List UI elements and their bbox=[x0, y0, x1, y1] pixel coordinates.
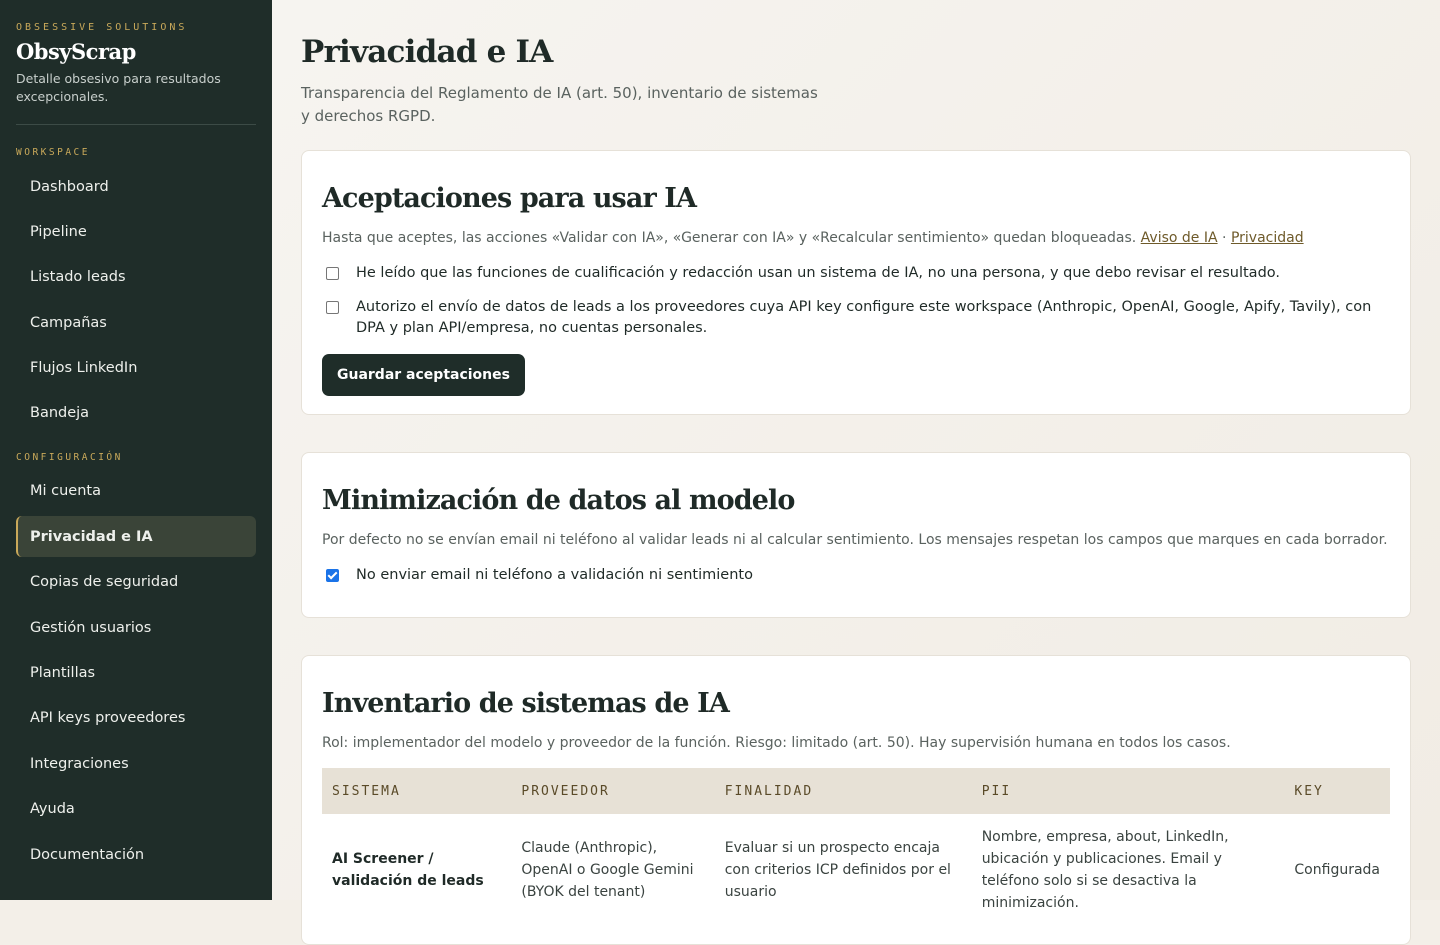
ai-acknowledge-label: He leído que las funciones de cualificación y redacción usan un sistema de IA, no una persona, y que debo revisar el resultado. bbox=[356, 265, 1280, 281]
sidebar-item-flujos-linkedin[interactable]: Flujos LinkedIn bbox=[30, 360, 138, 377]
sidebar-item-pipeline[interactable]: Pipeline bbox=[30, 223, 87, 240]
ai-acknowledge-checkbox[interactable] bbox=[326, 267, 339, 280]
minimization-title: Minimización de datos al modelo bbox=[322, 485, 795, 516]
table-row bbox=[322, 814, 1390, 926]
page-subtitle: Transparencia del Reglamento de IA (art. 50), inventario de sistemas y derechos RGPD. bbox=[301, 84, 818, 125]
column-header-pii: PII bbox=[972, 768, 1285, 814]
save-acceptances-button[interactable]: Guardar aceptaciones bbox=[322, 354, 525, 396]
sidebar-item-copias-seguridad[interactable]: Copias de seguridad bbox=[30, 574, 179, 591]
sidebar-item-dashboard[interactable]: Dashboard bbox=[30, 178, 109, 195]
nav-list-workspace bbox=[16, 166, 256, 434]
sidebar-item-ayuda[interactable]: Ayuda bbox=[30, 801, 75, 818]
inventory-title: Inventario de sistemas de IA bbox=[322, 688, 729, 719]
inventory-table bbox=[322, 768, 1390, 926]
acceptances-title: Aceptaciones para usar IA bbox=[322, 183, 697, 214]
data-transfer-label: Autorizo el envío de datos de leads a los proveedores cuya API key configure este workspace (Anthropic, OpenAI, Google, Apify, Tavily), con DPA y plan API/empresa, no cuentas personales. bbox=[356, 299, 1372, 336]
sidebar-item-mi-cuenta[interactable]: Mi cuenta bbox=[30, 483, 101, 500]
brand-tagline: Detalle obsesivo para resultados excepcionales. bbox=[16, 70, 256, 125]
cell-provider: Claude (Anthropic), OpenAI o Google Gemini (BYOK del tenant) bbox=[521, 840, 694, 900]
main-content bbox=[272, 0, 1440, 911]
nav-section-workspace bbox=[16, 147, 256, 434]
privacy-link[interactable]: Privacidad bbox=[1230, 230, 1304, 246]
nav-section-title: WORKSPACE bbox=[16, 147, 90, 158]
nav-section-configuracion bbox=[16, 452, 256, 875]
acceptances-description bbox=[322, 228, 1390, 248]
nav-list-configuracion bbox=[16, 471, 256, 875]
minimization-row[interactable] bbox=[322, 565, 1390, 586]
data-transfer-row[interactable] bbox=[322, 297, 1390, 339]
column-header-sistema: SISTEMA bbox=[322, 768, 511, 814]
ai-notice-link[interactable]: Aviso de IA bbox=[1140, 230, 1218, 246]
cell-purpose: Evaluar si un prospecto encaja con criterios ICP definidos por el usuario bbox=[724, 840, 951, 900]
cell-pii: Nombre, empresa, about, LinkedIn, ubicación y publicaciones. Email y teléfono solo si se desactiva la minimización. bbox=[981, 829, 1229, 911]
sidebar-item-documentacion[interactable]: Documentación bbox=[30, 846, 145, 863]
brand-name[interactable]: ObsyScrap bbox=[16, 39, 136, 64]
ai-acknowledge-row[interactable] bbox=[322, 263, 1390, 284]
sidebar-item-privacidad-ia[interactable]: Privacidad e IA bbox=[16, 516, 256, 557]
inventory-card bbox=[301, 655, 1411, 945]
sidebar-item-integraciones[interactable]: Integraciones bbox=[30, 755, 129, 772]
sidebar-item-campanas[interactable]: Campañas bbox=[30, 314, 107, 331]
acceptances-description-text: Hasta que aceptes, las acciones «Validar con IA», «Generar con IA» y «Recalcular sentimiento» quedan bloqueadas. bbox=[322, 230, 1137, 246]
minimization-label: No enviar email ni teléfono a validación ni sentimiento bbox=[356, 567, 753, 583]
link-separator: · bbox=[1222, 230, 1227, 246]
column-header-finalidad: FINALIDAD bbox=[715, 768, 972, 814]
sidebar-item-api-keys[interactable]: API keys proveedores bbox=[30, 710, 186, 727]
minimization-description: Por defecto no se envían email ni teléfono al validar leads ni al calcular sentimiento. Los mensajes respetan los campos que marques en cada borrador. bbox=[322, 532, 1388, 548]
nav-section-title: CONFIGURACIÓN bbox=[16, 451, 123, 463]
sidebar-item-gestion-usuarios[interactable]: Gestión usuarios bbox=[30, 619, 152, 636]
cell-system: AI Screener / validación de leads bbox=[332, 851, 484, 889]
table-header-row bbox=[322, 768, 1390, 814]
inventory-description: Rol: implementador del modelo y proveedor de la función. Riesgo: limitado (art. 50). Hay supervisión humana en todos los casos. bbox=[322, 735, 1231, 751]
acceptances-card bbox=[301, 150, 1411, 415]
brand-eyebrow: OBSESSIVE SOLUTIONS bbox=[16, 22, 188, 33]
cell-key: Configurada bbox=[1294, 862, 1380, 878]
data-transfer-checkbox[interactable] bbox=[326, 301, 339, 314]
minimization-checkbox[interactable] bbox=[326, 569, 339, 582]
sidebar bbox=[0, 0, 272, 900]
sidebar-item-bandeja[interactable]: Bandeja bbox=[30, 405, 90, 422]
minimization-card bbox=[301, 452, 1411, 618]
sidebar-item-listado-leads[interactable]: Listado leads bbox=[30, 269, 126, 286]
column-header-key: KEY bbox=[1284, 768, 1390, 814]
page-title: Privacidad e IA bbox=[301, 34, 553, 70]
column-header-proveedor: PROVEEDOR bbox=[511, 768, 714, 814]
sidebar-item-plantillas[interactable]: Plantillas bbox=[30, 665, 96, 682]
